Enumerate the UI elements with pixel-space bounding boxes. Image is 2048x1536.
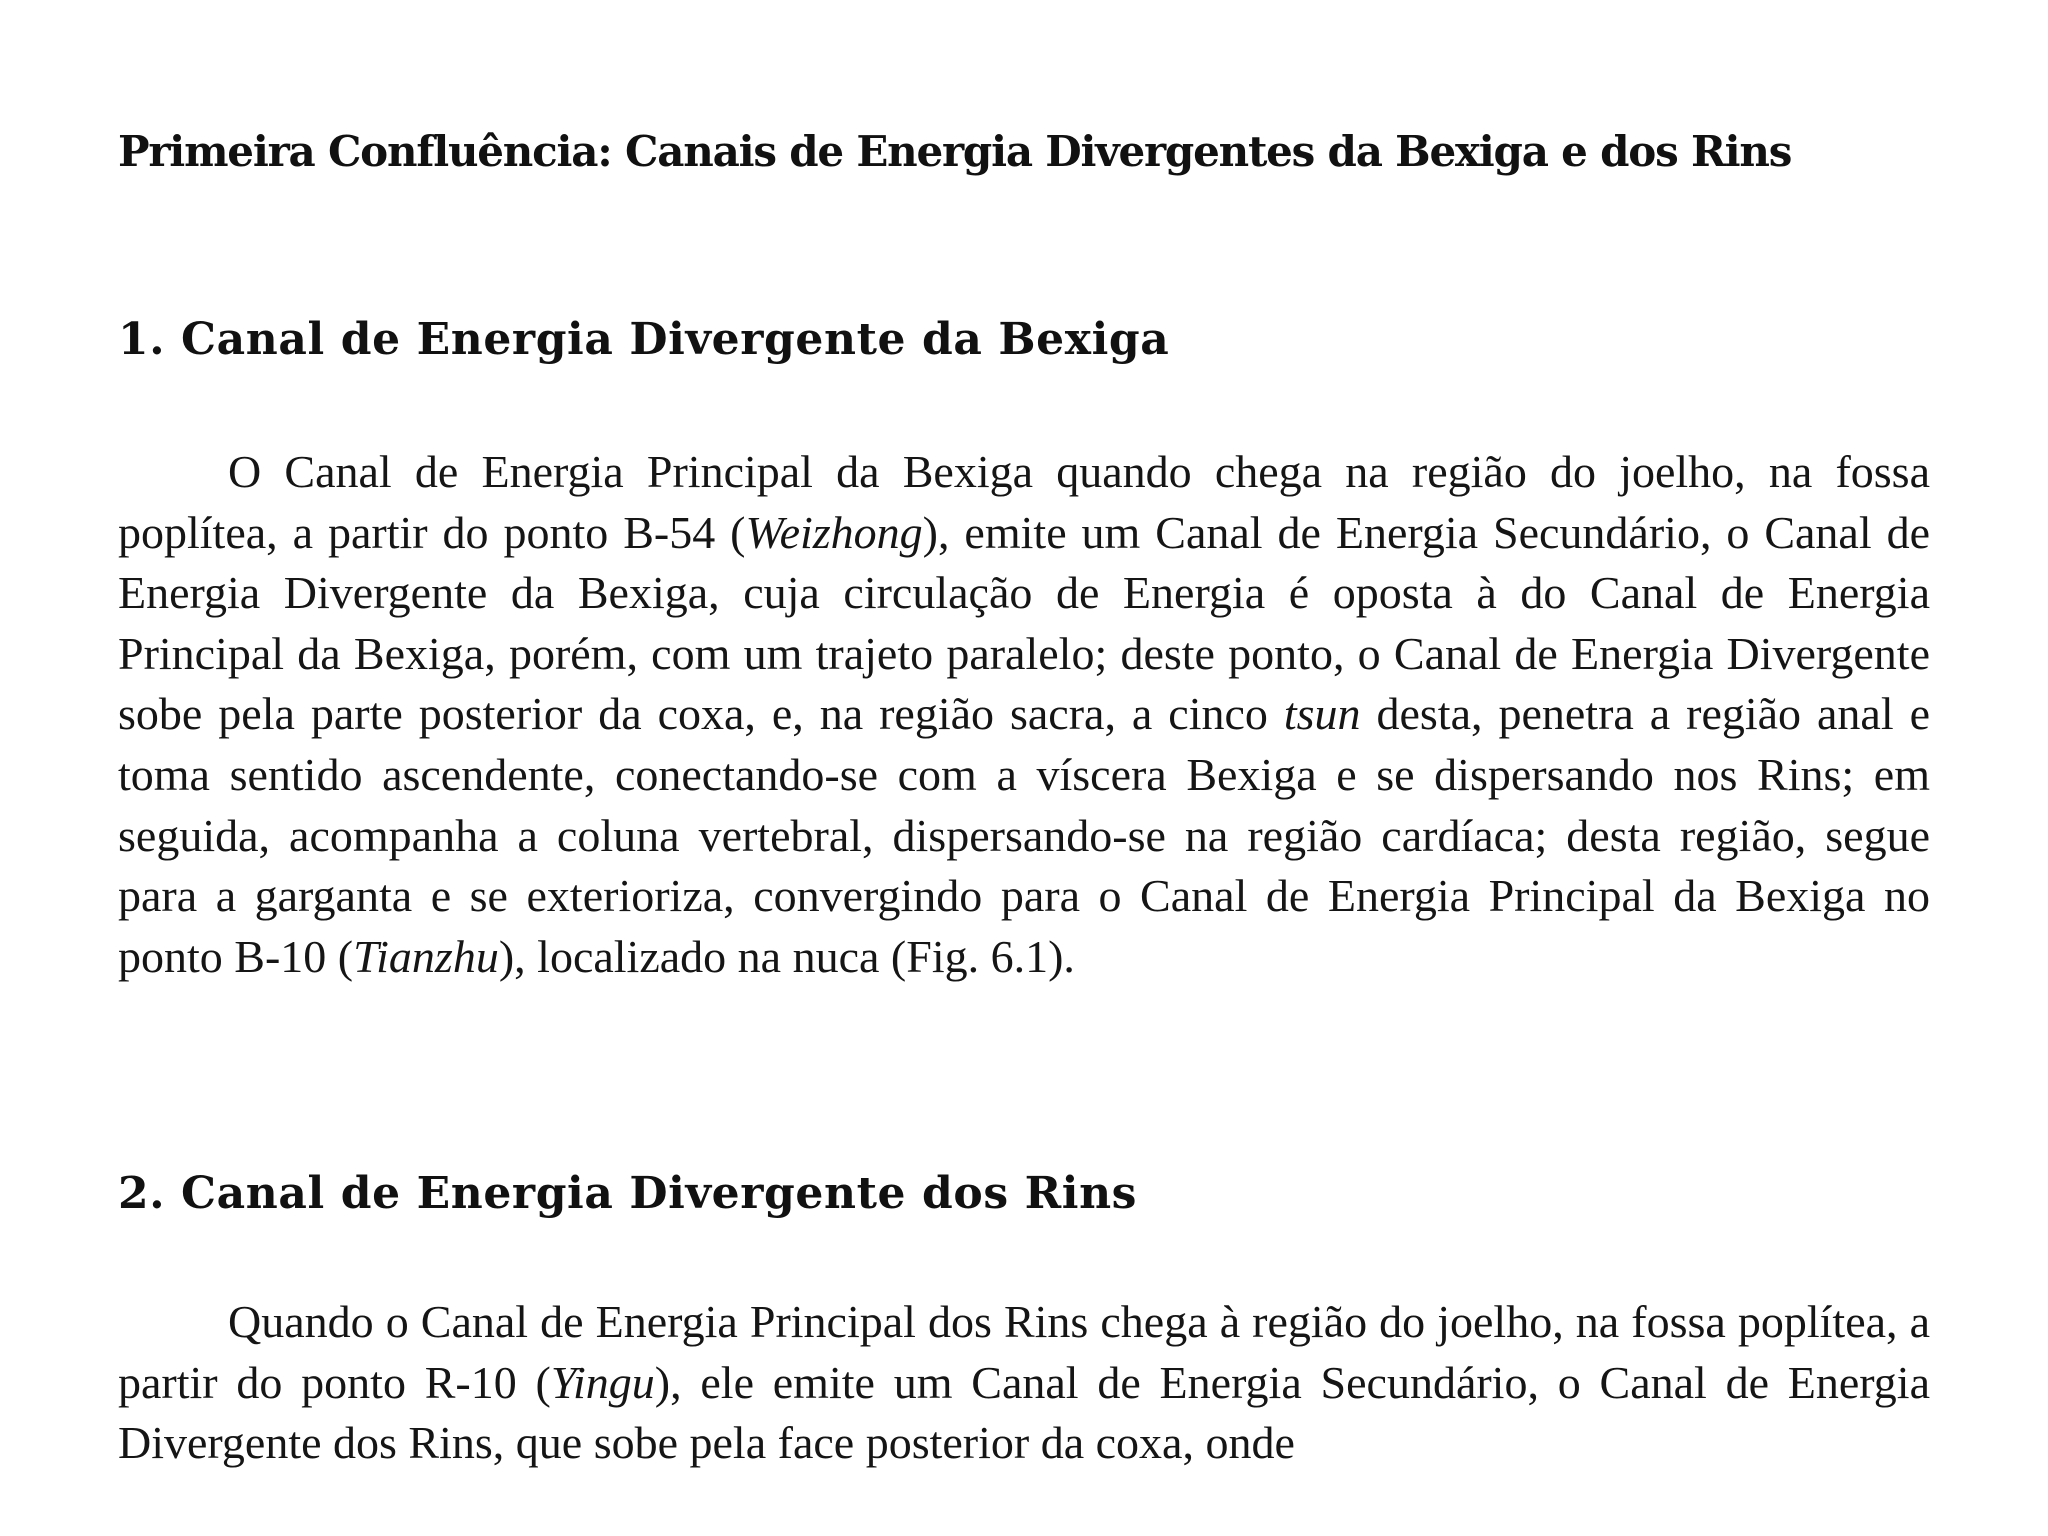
section-heading-bladder: 1. Canal de Energia Divergente da Bexiga: [118, 314, 1170, 365]
paragraph-text: desta, penetra a região anal e toma sentido ascendente, conectando-se com a víscera Bexiga e se dispersando nos Rins; em seguida, acompanha a coluna vertebral, dispersando-se na região cardíaca; desta região, segue para a garganta e se exterioriza, convergindo para o Canal de Energia Principal da Bexiga no ponto B-10 (: [118, 688, 1930, 982]
section-heading-kidneys: 2. Canal de Energia Divergente dos Rins: [118, 1168, 1138, 1219]
page-title: Primeira Confluência: Canais de Energia Divergentes da Bexiga e dos Rins: [118, 127, 1792, 176]
paragraph-bladder: [118, 442, 1930, 987]
paragraph-text: Quando o Canal de Energia Principal dos Rins chega à região do joelho, na fossa poplítea, a partir do ponto R-10 (: [118, 1296, 1930, 1408]
paragraph-text: ), emite um Canal de Energia Secundário, o Canal de Energia Divergente da Bexiga, cuja circulação de Energia é oposta à do Canal de Energia Principal da Bexiga, porém, com um trajeto paralelo; deste ponto, o Canal de Energia Divergente sobe pela parte posterior da coxa, e, na região sacra, a cinco: [118, 506, 1930, 740]
point-name-italic: Yingu: [550, 1356, 655, 1408]
paragraph-text: ), ele emite um Canal de Energia Secundário, o Canal de Energia Divergente dos Rins, que sobe pela face posterior da coxa, onde: [118, 1356, 1930, 1469]
paragraph-text: O Canal de Energia Principal da Bexiga quando chega na região do joelho, na fossa poplítea, a partir do ponto B-54 (: [118, 446, 1930, 558]
point-name-italic: Tianzhu: [353, 930, 499, 982]
point-name-italic: Weizhong: [745, 506, 923, 558]
paragraph-text: ), localizado na nuca (Fig. 6.1).: [498, 930, 1075, 982]
paragraph-kidneys: [118, 1292, 1930, 1474]
unit-term-italic: tsun: [1283, 688, 1361, 740]
